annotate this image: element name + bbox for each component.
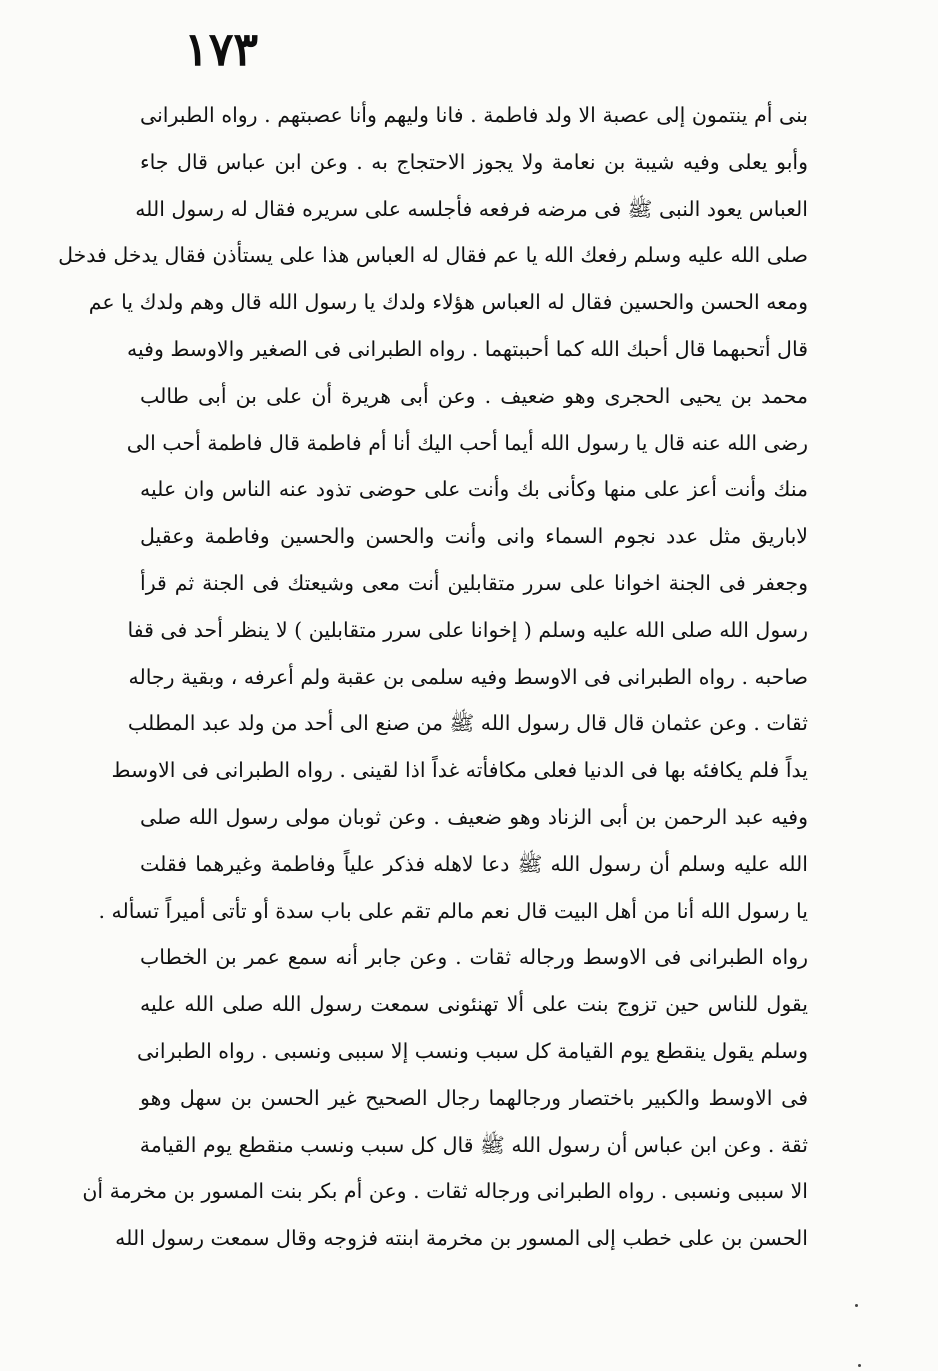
text-line: يقول للناس حين تزوج بنت على ألا تهنئونى سمعت رسول الله صلى الله عليه (140, 992, 808, 1017)
text-line: رواه الطبرانى فى الاوسط ورجاله ثقات . وعن جابر أنه سمع عمر بن الخطاب (140, 945, 808, 970)
text-line: محمد بن يحيى الحجرى وهو ضعيف . وعن أبى هريرة أن على بن أبى طالب (140, 383, 808, 408)
text-line: رسول الله صلى الله عليه وسلم ( إخوانا على سرر متقابلين ) لا ينظر أحد فى قفا (127, 617, 808, 642)
text-line: وسلم يقول ينقطع يوم القيامة كل سبب ونسب إلا سببى ونسبى . رواه الطبرانى (137, 1038, 808, 1063)
text-line: بنى أم ينتمون إلى عصبة الا ولد فاطمة . فانا وليهم وأنا عصبتهم . رواه الطبرانى (140, 103, 808, 127)
text-line: يداً فلم يكافئه بها فى الدنيا فعلى مكافأته غداً اذا لقينى . رواه الطبرانى فى الاوسط (111, 758, 808, 783)
text-line: وفيه عبد الرحمن بن أبى الزناد وهو ضعيف . وعن ثوبان مولى رسول الله صلى (140, 804, 808, 829)
text-line: صاحبه . رواه الطبرانى فى الاوسط وفيه سلمى بن عقبة ولم أعرفه ، وبقية رجاله (128, 664, 808, 689)
text-line: ومعه الحسن والحسين فقال له العباس هؤلاء ولدك يا رسول الله قال وهم ولدك يا عم (88, 290, 808, 315)
text-line: الله عليه وسلم أن رسول الله ﷺ دعا لاهله فذكر علياً وفاطمة وغيرهما فقلت (140, 851, 808, 876)
text-line: منك وأنت أعز على منها وكأنى بك وأنت على حوضى تذود عنه الناس وان عليه (140, 477, 808, 502)
text-line: وأبو يعلى وفيه شيبة بن نعامة ولا يجوز الاحتجاج به . وعن ابن عباس قال جاء (140, 149, 808, 174)
text-line: صلى الله عليه وسلم رفعك الله يا عم فقال له العباس هذا على يستأذن فقال يدخل فدخل (58, 243, 808, 268)
text-line: قال أتحبهما قال أحبك الله كما أحببتهما . رواه الطبرانى فى الصغير والاوسط وفيه (126, 336, 808, 361)
text-line: ثقة . وعن ابن عباس أن رسول الله ﷺ قال كل سبب ونسب منقطع يوم القيامة (139, 1132, 808, 1157)
body-text (58, 92, 808, 1262)
page-number: ١٧٣ (184, 22, 259, 76)
text-line: الا سببى ونسبى . رواه الطبرانى ورجاله ثقات . وعن أم بكر بنت المسور بن مخرمة أن (82, 1179, 808, 1204)
text-line: فى الاوسط والكبير باختصار ورجالهما رجال الصحيح غير الحسن بن سهل وهو (140, 1085, 808, 1110)
text-line: رضى الله عنه قال يا رسول الله أيما أحب اليك أنا أم فاطمة قال فاطمة أحب الى (126, 430, 808, 455)
text-line: لاباريق مثل عدد نجوم السماء وانى وأنت والحسن والحسين وفاطمة وعقيل (140, 524, 808, 549)
text-line: يا رسول الله أنا من أهل البيت قال نعم مالم تقم على باب سدة أو تأتى أميراً تسأله . (98, 898, 808, 923)
text-line: ثقات . وعن عثمان قال قال رسول الله ﷺ من صنع الى أحد من ولد عبد المطلب (127, 711, 808, 736)
ink-speck (858, 1364, 861, 1367)
ink-speck (855, 1304, 858, 1307)
text-line: العباس يعود النبى ﷺ فى مرضه فرفعه فأجلسه على سريره فقال له رسول الله (135, 196, 808, 221)
text-line: الحسن بن على خطب إلى المسور بن مخرمة ابنته فزوجه وقال سمعت رسول الله (115, 1226, 808, 1251)
text-line: وجعفر فى الجنة اخوانا على سرر متقابلين أنت معى وشيعتك فى الجنة ثم قرأ (140, 570, 808, 595)
